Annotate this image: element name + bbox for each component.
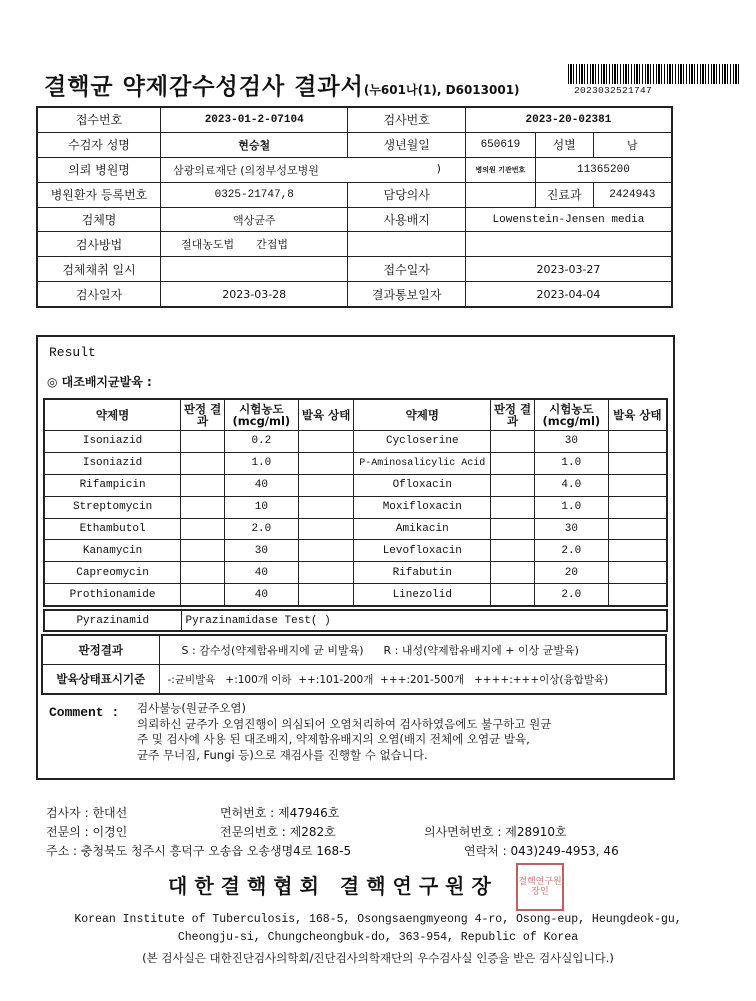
comment-label: Comment : <box>49 705 120 720</box>
collect <box>161 257 348 282</box>
header-growth: 발육 상태 <box>608 399 667 431</box>
growth-cell <box>298 496 354 518</box>
license-no: 면허번호 : 제47946호 <box>220 806 340 820</box>
dob-label: 생년월일 <box>348 132 466 157</box>
judge-cell <box>491 562 535 584</box>
comment-line: 주 및 검사에 사용 된 대조배지, 약제함유배지의 오염(배지 전체에 오염균 발육, <box>137 732 530 746</box>
pza-value: Pyrazinamidase Test( ) <box>181 610 667 631</box>
growth-cell <box>298 540 354 562</box>
specialist: 전문의 : 이경인 <box>46 825 128 839</box>
dob: 650619 <box>465 132 535 157</box>
receipt-no-label: 접수번호 <box>37 107 161 132</box>
patient-info-table <box>36 106 673 308</box>
drug-conc: 40 <box>224 584 298 606</box>
drug-name: Levofloxacin <box>354 540 491 562</box>
judge-cell <box>491 518 535 540</box>
drug-name: Isoniazid <box>44 431 181 453</box>
test-date-label: 검사일자 <box>37 282 161 307</box>
test-no-label: 검사번호 <box>348 107 466 132</box>
drug-conc: 40 <box>224 474 298 496</box>
judge-s: S : 감수성(약제함유배지에 균 비발육) <box>181 644 364 657</box>
patient-name: 현승철 <box>161 132 348 157</box>
comment-text <box>137 701 657 763</box>
drug-name: Amikacin <box>354 518 491 540</box>
drug-name: Capreomycin <box>44 562 181 584</box>
specimen-label: 검체명 <box>37 207 161 232</box>
notify-label: 결과통보일자 <box>348 282 466 307</box>
drug-name: Moxifloxacin <box>354 496 491 518</box>
address: 주소 : 충청북도 청주시 흥덕구 오송읍 오송생명4로 168-5 <box>46 844 352 858</box>
method-label: 검사방법 <box>37 232 161 257</box>
drug-conc: 4.0 <box>534 474 608 496</box>
growth-cell <box>298 452 354 474</box>
comment-line: 의뢰하신 균주가 오염진행이 의심되어 오염처리하여 검사하였음에도 불구하고 원균 <box>137 716 552 731</box>
judge-cell <box>181 518 225 540</box>
growth-legend: -:균비발육 +:100개 이하 ++:101-200개 +++:201-500개 ++++:+++이상(융합발육) <box>159 665 666 695</box>
drug-conc: 1.0 <box>534 452 608 474</box>
inst-code-label: 병의원 기관번호 <box>465 157 535 182</box>
drug-conc: 2.0 <box>534 584 608 606</box>
barcode-number: 2023032521747 <box>574 85 653 96</box>
hospital-label: 의뢰 병원명 <box>37 157 161 182</box>
receipt-no: 2023-01-2-07104 <box>161 107 348 132</box>
drug-name: Prothionamide <box>44 584 181 606</box>
received-label: 접수일자 <box>348 257 466 282</box>
header-growth: 발육 상태 <box>298 399 354 431</box>
test-no: 2023-20-02381 <box>465 107 672 132</box>
dept: 2424943 <box>593 182 672 207</box>
drug-conc: 10 <box>224 496 298 518</box>
growth-cell <box>298 431 354 453</box>
growth-cell <box>298 584 354 606</box>
contact: 연락처 : 043)249-4953, 46 <box>464 844 619 858</box>
specialist-no: 전문의번호 : 제282호 <box>220 825 336 839</box>
medium-label: 사용배지 <box>348 207 466 232</box>
growth-cell <box>298 474 354 496</box>
table-row <box>44 431 667 453</box>
document-code: (누601나(1), D6013001) <box>363 83 520 97</box>
inst-code: 11365200 <box>535 157 672 182</box>
result-title: Result <box>49 345 96 360</box>
patient-label: 수검자 성명 <box>37 132 161 157</box>
judge-cell <box>491 540 535 562</box>
drug-conc: 40 <box>224 562 298 584</box>
judge-cell <box>491 452 535 474</box>
growth-cell <box>298 518 354 540</box>
table-row <box>44 584 667 606</box>
reg-no-label: 병원환자 등록번호 <box>37 182 161 207</box>
comment-line: 균주 무너짐, Fungi 등)으로 재검사를 진행할 수 없습니다. <box>137 747 428 762</box>
judge-legend-label: 판정결과 <box>42 635 159 665</box>
drug-name: Isoniazid <box>44 452 181 474</box>
drug-name: Streptomycin <box>44 496 181 518</box>
method-cell <box>161 232 348 257</box>
judge-cell <box>491 431 535 453</box>
method-1: 절대농도법 <box>181 238 235 252</box>
drug-conc: 30 <box>534 431 608 453</box>
judge-cell <box>181 562 225 584</box>
judge-cell <box>491 496 535 518</box>
control-growth-label: ◎ 대조배지균발육 : <box>47 375 152 389</box>
header-judge: 판정 결과 <box>181 399 225 431</box>
doctor-license: 의사면허번호 : 제28910호 <box>424 825 567 839</box>
table-row <box>44 452 667 474</box>
examiner: 검사자 : 한대선 <box>46 806 128 820</box>
sex-label: 성별 <box>535 132 593 157</box>
growth-cell <box>608 431 667 453</box>
medium: Lowenstein-Jensen media <box>465 207 672 232</box>
doctor-label: 담당의사 <box>348 182 466 207</box>
growth-cell <box>298 562 354 584</box>
address-en-line2: Cheongju-si, Chungcheongbuk-do, 363-954, Republic of Korea <box>177 931 579 944</box>
drug-name: Cycloserine <box>354 431 491 453</box>
judge-r: R : 내성(약제함유배지에 + 이상 균발육) <box>383 644 579 657</box>
doctor <box>465 182 535 207</box>
judge-cell <box>181 584 225 606</box>
drug-conc: 0.2 <box>224 431 298 453</box>
drug-name: Rifampicin <box>44 474 181 496</box>
growth-cell <box>608 452 667 474</box>
header-conc: 시험농도 (mcg/ml) <box>224 399 298 431</box>
growth-cell <box>608 584 667 606</box>
table-row <box>44 474 667 496</box>
drug-conc: 20 <box>534 562 608 584</box>
barcode <box>568 64 740 84</box>
table-row <box>44 518 667 540</box>
growth-cell <box>608 562 667 584</box>
drug-conc: 2.0 <box>534 540 608 562</box>
sex: 남 <box>593 132 672 157</box>
judge-cell <box>491 474 535 496</box>
header-drug: 약제명 <box>354 399 491 431</box>
pza-label: Pyrazinamid <box>44 610 181 631</box>
drug-name: Ethambutol <box>44 518 181 540</box>
collect-label: 검체채취 일시 <box>37 257 161 282</box>
judge-legend <box>159 635 666 665</box>
hospital-close: ) <box>436 161 441 175</box>
growth-legend-label: 발육상태표시기준 <box>42 665 159 695</box>
drug-conc: 1.0 <box>534 496 608 518</box>
hospital: 삼광의료재단 (의정부성모병원 <box>173 163 319 177</box>
drug-conc: 2.0 <box>224 518 298 540</box>
dept-label: 진료과 <box>535 182 593 207</box>
reg-no: 0325-21747,8 <box>161 182 348 207</box>
judge-cell <box>181 431 225 453</box>
header-conc: 시험농도 (mcg/ml) <box>534 399 608 431</box>
specimen: 액상균주 <box>161 207 348 232</box>
growth-cell <box>608 540 667 562</box>
header-judge: 판정 결과 <box>491 399 535 431</box>
drug-conc: 1.0 <box>224 452 298 474</box>
hospital-cell <box>161 157 466 182</box>
drug-conc: 30 <box>224 540 298 562</box>
drug-name: P-Aminosalicylic Acid <box>354 452 491 474</box>
drug-name: Linezolid <box>354 584 491 606</box>
table-row <box>44 562 667 584</box>
judge-cell <box>181 452 225 474</box>
drug-conc: 30 <box>534 518 608 540</box>
organization-name: 대한결핵협회 결핵연구원장 <box>168 874 498 898</box>
growth-cell <box>608 518 667 540</box>
test-date: 2023-03-28 <box>161 282 348 307</box>
document-title: 결핵균 약제감수성검사 결과서(누601나(1), D6013001) <box>44 74 520 100</box>
received: 2023-03-27 <box>465 257 672 282</box>
judge-cell <box>181 496 225 518</box>
pyrazinamide-table <box>43 609 668 632</box>
drug-name: Kanamycin <box>44 540 181 562</box>
drug-susceptibility-table <box>43 398 668 607</box>
header-drug: 약제명 <box>44 399 181 431</box>
table-row <box>44 540 667 562</box>
growth-cell <box>608 474 667 496</box>
method-2: 간접법 <box>256 238 289 252</box>
official-seal: 결핵연구원장인 <box>516 863 564 911</box>
address-en-line1: Korean Institute of Tuberculosis, 168-5, Osongsaengmyeong 4-ro, Osong-eup, Heungdeok-gu, <box>74 913 682 926</box>
judge-cell <box>491 584 535 606</box>
drug-name: Rifabutin <box>354 562 491 584</box>
legend-table <box>41 634 667 695</box>
certification-note: (본 검사실은 대한진단검사의학회/진단검사의학재단의 우수검사실 인증을 받은 검사실입니다.) <box>142 951 614 965</box>
judge-cell <box>181 474 225 496</box>
notify: 2023-04-04 <box>465 282 672 307</box>
table-row <box>44 496 667 518</box>
drug-name: Ofloxacin <box>354 474 491 496</box>
comment-line: 검사불능(원균주오염) <box>137 701 246 715</box>
judge-cell <box>181 540 225 562</box>
growth-cell <box>608 496 667 518</box>
